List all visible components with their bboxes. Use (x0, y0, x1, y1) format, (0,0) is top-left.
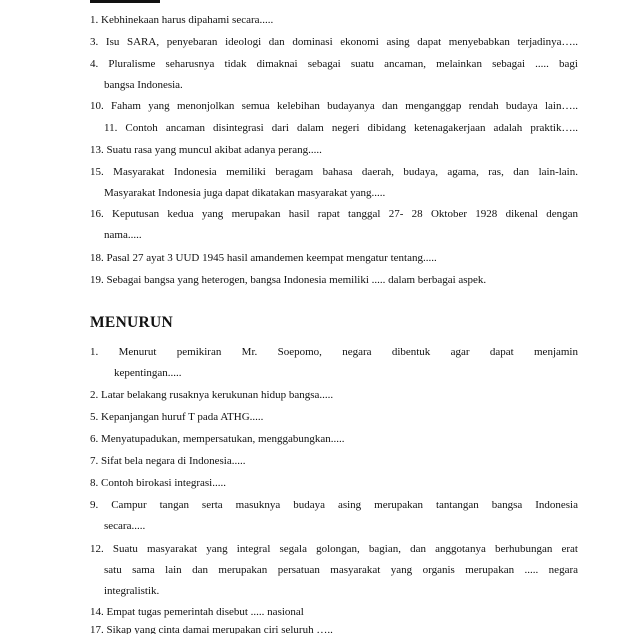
item-text: 14. Empat tugas pemerintah disebut ..... nasional (90, 606, 304, 618)
item-text-line2: secara..... (104, 520, 146, 532)
item-text: 1. Kebhinekaan harus dipahami secara..... (90, 14, 274, 26)
item-text: 19. Sebagai bangsa yang heterogen, bangsa Indonesia memiliki ..... dalam berbagai aspek. (90, 274, 487, 286)
item-text: 13. Suatu rasa yang muncul akibat adanya perang..... (90, 144, 322, 156)
item-text: 7. Sifat bela negara di Indonesia..... (90, 455, 246, 467)
item-text: 8. Contoh birokasi integrasi..... (90, 477, 226, 489)
item-text-line1: 9. Campur tangan serta masuknya budaya asing merupakan tantangan bangsa Indonesia (90, 499, 578, 511)
list-item (90, 54, 578, 96)
list-item (90, 10, 578, 31)
item-text: 6. Menyatupadukan, mempersatukan, menggabungkan..... (90, 433, 345, 445)
item-text: 2. Latar belakang rusaknya kerukunan hidup bangsa..... (90, 389, 334, 401)
item-text-line2: kepentingan..... (114, 367, 182, 379)
item-text: 3. Isu SARA, penyebaran ideologi dan dominasi ekonomi asing dapat menyebabkan terjadinya….. (90, 36, 578, 48)
list-item (90, 140, 578, 161)
list-item (90, 342, 578, 384)
list-item (90, 32, 578, 53)
list-item (90, 162, 578, 204)
item-text-line3: integralistik. (104, 585, 160, 597)
item-text-line2: satu sama lain dan merupakan persatuan masyarakat yang organis merupakan ..... negara (104, 564, 578, 576)
list-item (90, 248, 578, 269)
item-text-line2: bangsa Indonesia. (104, 79, 183, 91)
item-text-line2: Masyarakat Indonesia juga dapat dikatakan masyarakat yang..... (104, 187, 386, 199)
item-text-line1: 15. Masyarakat Indonesia memiliki beragam bahasa daerah, budaya, agama, ras, dan lain-lain. (90, 166, 578, 178)
item-text-line1: 12. Suatu masyarakat yang integral segala golongan, bagian, dan anggotanya berhubungan erat (90, 543, 578, 555)
item-text: 18. Pasal 27 ayat 3 UUD 1945 hasil amandemen keempat mengatur tentang..... (90, 252, 437, 264)
list-item (90, 96, 578, 117)
list-item-cut-off (90, 620, 390, 634)
item-text: 5. Kepanjangan huruf T pada ATHG..... (90, 411, 264, 423)
list-item (90, 495, 578, 537)
list-item (90, 204, 578, 246)
item-text: 11. Contoh ancaman disintegrasi dari dalam negeri dibidang ketenagakerjaan adalah praktik….. (104, 122, 578, 134)
list-item (90, 473, 578, 494)
list-item (90, 429, 578, 450)
list-item (90, 385, 578, 406)
item-text-line1: 1. Menurut pemikiran Mr. Soepomo, negara dibentuk agar dapat menjamin (90, 346, 578, 358)
item-text: 10. Faham yang menonjolkan semua kelebihan budayanya dan menganggap rendah budaya lain….. (90, 100, 578, 112)
list-item (90, 270, 578, 291)
item-text-line1: 16. Keputusan kedua yang merupakan hasil rapat tanggal 27- 28 Oktober 1928 dikenal dengan (90, 208, 578, 220)
item-text-line2: nama..... (104, 229, 142, 241)
item-text: 17. Sikap yang cinta damai merupakan ciri seluruh ….. (90, 624, 333, 634)
item-text-line1: 4. Pluralisme seharusnya tidak dimaknai sebagai suatu ancaman, melainkan sebagai ..... bagi (90, 58, 578, 70)
list-item (90, 407, 578, 428)
list-item (90, 539, 578, 602)
list-item (104, 118, 578, 139)
cropped-heading-fragment (90, 0, 160, 3)
list-item (90, 451, 578, 472)
section-heading-menurun: MENURUN (90, 314, 174, 331)
